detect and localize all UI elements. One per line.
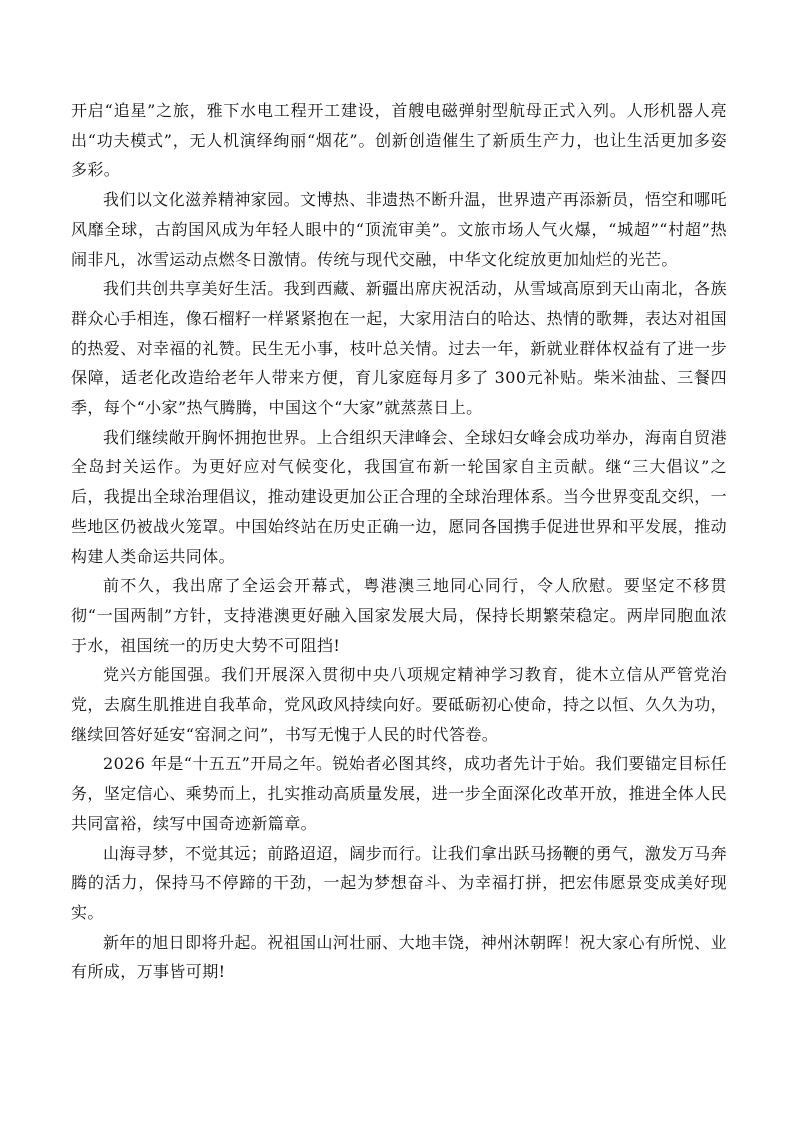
paragraph-2026: 2026 年是“十五五”开局之年。锐始者必图其终，成功者先计于始。我们要锚定目标任务，坚定信心、乘势而上，扎实推动高质量发展，进一步全面深化改革开放，推进全体人民共同富裕，续写中国奇迹新篇章。 [71,754,728,833]
paragraph-livelihood: 我们共创共享美好生活。我到西藏、新疆出席庆祝活动，从雪域高原到天山南北，各族群众心手相连，像石榴籽一样紧紧抱在一起，大家用洁白的哈达、热情的歌舞，表达对祖国的热爱、对幸福的礼赞。民生无小事，枝叶总关情。过去一年，新就业群体权益有了进一步保障，适老化改造给老年人带来方便，育儿家庭每月多了 300元补贴。柴米油盐、三餐四季，每个“小家”热气腾腾，中国这个“大家”就蒸蒸日上。 [71,279,728,418]
paragraph-world: 我们继续敞开胸怀拥抱世界。上合组织天津峰会、全球妇女峰会成功举办，海南自贸港全岛封关运作。为更好应对气候变化，我国宣布新一轮国家自主贡献。继“三大倡议”之后，我提出全球治理倡议，推动建设更加公正合理的全球治理体系。当今世界变乱交织，一些地区仍被战火笼罩。中国始终站在历史正确一边，愿同各国携手促进世界和平发展，推动构建人类命运共同体。 [71,427,728,566]
paragraph-culture: 我们以文化滋养精神家园。文博热、非遗热不断升温，世界遗产再添新员，悟空和哪吒风靡全球，古韵国风成为年轻人眼中的“顶流审美”。文旅市场人气火爆，“城超”“村超”热闹非凡，冰雪运动点燃冬日激情。传统与现代交融，中华文化绽放更加灿烂的光芒。 [71,190,727,269]
paragraph-continuation: 开启“追星”之旅，雅下水电工程开工建设，首艘电磁弹射型航母正式入列。人形机器人亮出“功夫模式”，无人机演绎绚丽“烟花”。创新创造催生了新质生产力，也让生活更加多姿多彩。 [71,101,727,180]
paragraph-new-year-wishes: 新年的旭日即将升起。祝祖国山河壮丽、大地丰饶，神州沐朝晖！祝大家心有所悦、业有所成，万事皆可期! [71,932,727,982]
paragraph-dream: 山海寻梦，不觉其远；前路迢迢，阔步而行。让我们拿出跃马扬鞭的勇气，激发万马奔腾的活力，保持马不停蹄的干劲，一起为梦想奋斗、为幸福打拼，把宏伟愿景变成美好现实。 [71,843,727,922]
paragraph-party: 党兴方能国强。我们开展深入贯彻中央八项规定精神学习教育，徙木立信从严管党治党，去腐生肌推进自我革命，党风政风持续向好。要砥砺初心使命，持之以恒、久久为功，继续回答好延安“窑洞之问”，书写无愧于人民的时代答卷。 [71,665,728,744]
paragraph-hk-macao-taiwan: 前不久，我出席了全运会开幕式，粤港澳三地同心同行，令人欣慰。要坚定不移贯彻“一国两制”方针，支持港澳更好融入国家发展大局，保持长期繁荣稳定。两岸同胞血浓于水，祖国统一的历史大势不可阻挡! [71,576,727,655]
document-page [71,96,727,987]
